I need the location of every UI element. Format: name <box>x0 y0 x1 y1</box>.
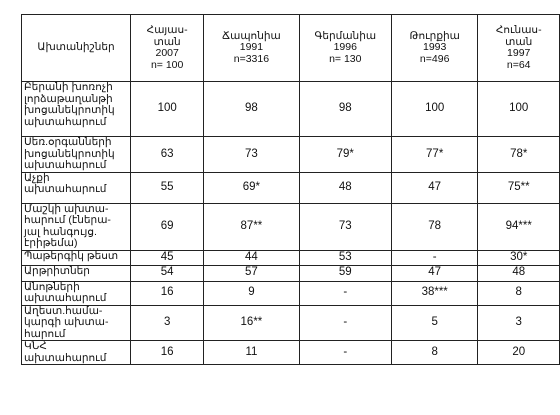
value-cell: 5 <box>391 305 477 341</box>
value-cell: 100 <box>391 82 477 137</box>
symptom-label-line: խոցանեկրոտիկ <box>24 104 115 116</box>
header-line: տան <box>505 35 533 48</box>
symptom-label <box>22 305 131 341</box>
symptom-label-line: Մաշկի ախտա- <box>24 202 109 215</box>
header-cell-country-3 <box>299 15 391 82</box>
symptom-label-line: խոցանեկրոտիկ <box>24 147 115 160</box>
table-row <box>22 203 560 250</box>
symptom-label-line: Աչքի <box>24 171 50 184</box>
header-row <box>22 15 560 82</box>
header-line: 1991 <box>239 41 264 54</box>
value-cell: 44 <box>204 250 299 265</box>
value-cell: 16** <box>204 305 299 341</box>
value-cell: 30* <box>478 250 560 265</box>
header-line: Գերմանիա <box>314 29 377 42</box>
value-cell: 59 <box>299 265 391 281</box>
value-cell: 63 <box>131 137 204 173</box>
header-cell-country-1 <box>131 15 204 82</box>
header-line: 1997 <box>507 47 531 59</box>
value-cell: 73 <box>204 137 299 173</box>
value-cell: 75** <box>478 172 560 203</box>
value-cell: 77* <box>391 137 477 173</box>
table-row <box>22 172 560 203</box>
value-cell: 55 <box>131 172 204 203</box>
symptom-label <box>22 137 131 173</box>
value-cell: 11 <box>204 341 299 365</box>
value-cell: - <box>299 281 391 305</box>
symptom-label-line: ախտահարում <box>24 159 107 171</box>
symptom-label <box>22 281 131 305</box>
symptom-label-line: յալ հանգույց. <box>24 225 97 238</box>
value-cell: - <box>299 305 391 341</box>
header-line: Թուրքիա <box>409 29 460 42</box>
value-cell: - <box>299 341 391 365</box>
value-cell: 16 <box>131 341 204 365</box>
header-line: n=496 <box>419 52 450 65</box>
symptom-label-line: էրիթեմա) <box>24 237 78 249</box>
value-cell: 38*** <box>391 281 477 305</box>
header-cell-country-2 <box>204 15 299 82</box>
header-line: n=64 <box>506 58 531 71</box>
symptom-label-line: Սեռ.օրգանների <box>24 136 112 148</box>
value-cell: 87** <box>204 203 299 250</box>
symptom-label <box>22 250 131 265</box>
document-page <box>21 14 560 365</box>
symptom-label-line: Աղեստ.համա- <box>24 304 103 317</box>
value-cell: 69 <box>131 203 204 250</box>
value-cell: 3 <box>131 305 204 341</box>
header-line: 2007 <box>155 47 179 59</box>
symptom-label <box>22 203 131 250</box>
value-cell: 100 <box>131 82 204 137</box>
symptoms-table <box>21 14 560 365</box>
symptom-label-line: ախտահարում <box>24 351 107 364</box>
table-row <box>22 281 560 305</box>
value-cell: 57 <box>204 265 299 281</box>
header-line: n= 130 <box>329 52 362 65</box>
value-cell: 8 <box>478 281 560 305</box>
table-row <box>22 82 560 137</box>
value-cell: 78* <box>478 137 560 173</box>
value-cell: 98 <box>204 82 299 137</box>
symptom-label <box>22 82 131 137</box>
table-body <box>22 82 560 365</box>
header-line: n=3316 <box>233 52 270 65</box>
header-cell-country-5 <box>478 15 560 82</box>
symptom-label-line: Բերանի խոռոչի <box>24 81 113 93</box>
symptom-label-line: Արթրիտներ <box>24 264 90 277</box>
header-cell-symptoms <box>22 15 131 82</box>
value-cell: 54 <box>131 265 204 281</box>
table-row <box>22 137 560 173</box>
value-cell: 73 <box>299 203 391 250</box>
symptom-label-line: կարգի ախտա- <box>24 316 109 328</box>
symptom-label-line: ԿՆՀ <box>24 340 47 352</box>
value-cell: 20 <box>478 341 560 365</box>
value-cell: 3 <box>478 305 560 341</box>
symptom-label-line: Պաթերգիկ թեստ <box>24 249 119 262</box>
value-cell: 47 <box>391 172 477 203</box>
value-cell: 48 <box>299 172 391 203</box>
table-row <box>22 305 560 341</box>
symptom-label-line: ախտահարում <box>24 115 107 128</box>
header-line: Հունաս- <box>495 24 542 36</box>
header-line: n= 100 <box>150 58 184 71</box>
value-cell: - <box>391 250 477 265</box>
header-line: 1996 <box>333 41 357 54</box>
symptom-label-line: հարում (էներա- <box>24 214 111 226</box>
symptom-label-line: ախտահարում <box>24 292 107 304</box>
symptom-label-line: Անոթների <box>24 280 80 293</box>
value-cell: 45 <box>131 250 204 265</box>
value-cell: 100 <box>478 82 560 137</box>
header-line: Հայաս- <box>146 24 188 36</box>
table-row <box>22 265 560 281</box>
value-cell: 8 <box>391 341 477 365</box>
symptom-label-line: հարում <box>24 327 66 340</box>
symptom-label <box>22 172 131 203</box>
header-line: 1993 <box>423 41 447 54</box>
header-line: տան <box>153 35 181 48</box>
value-cell: 98 <box>299 82 391 137</box>
value-cell: 78 <box>391 203 477 250</box>
symptom-label-line: լորձաթաղանթի <box>24 92 113 105</box>
table-row <box>22 250 560 265</box>
value-cell: 94*** <box>478 203 560 250</box>
value-cell: 16 <box>131 281 204 305</box>
table-row <box>22 341 560 365</box>
symptom-label-line: ախտահարում <box>24 183 107 195</box>
value-cell: 9 <box>204 281 299 305</box>
symptom-label <box>22 265 131 281</box>
header-line: Ճապոնիա <box>222 29 281 42</box>
header-line: Ախտանիշներ <box>37 41 115 54</box>
value-cell: 53 <box>299 250 391 265</box>
value-cell: 47 <box>391 265 477 281</box>
value-cell: 79* <box>299 137 391 173</box>
symptom-label <box>22 341 131 365</box>
value-cell: 69* <box>204 172 299 203</box>
header-cell-country-4 <box>391 15 477 82</box>
value-cell: 48 <box>478 265 560 281</box>
